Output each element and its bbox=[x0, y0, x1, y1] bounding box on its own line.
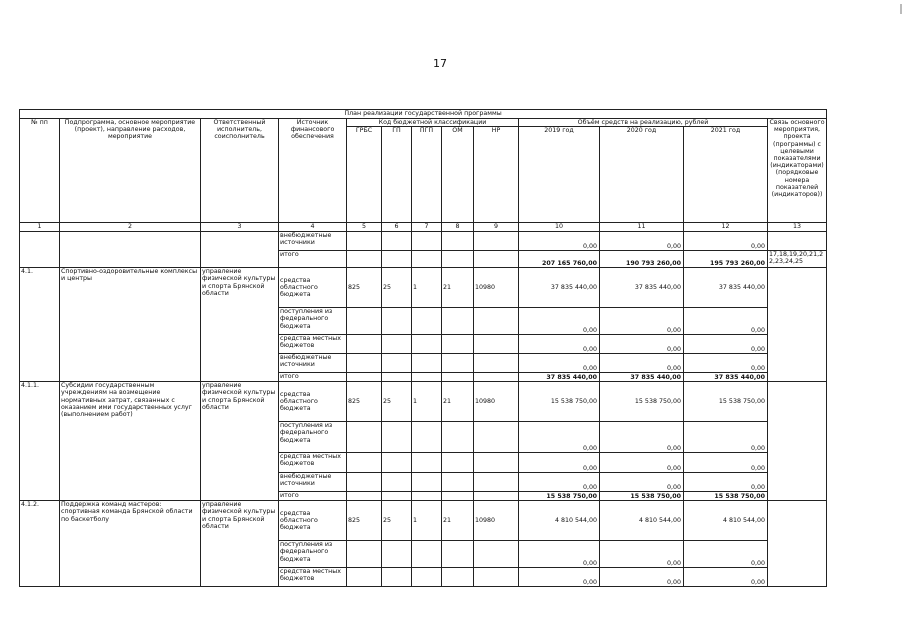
table-row bbox=[20, 268, 827, 308]
value-2020: 190 793 260,00 bbox=[600, 251, 684, 268]
value-2020: 0,00 bbox=[600, 232, 684, 251]
table-title: План реализации государственной программы bbox=[20, 110, 827, 119]
header-gp: ГП bbox=[382, 127, 412, 223]
value-2021: 0,00 bbox=[684, 453, 768, 473]
value-2019: 0,00 bbox=[519, 453, 600, 473]
col-number: 9 bbox=[474, 223, 519, 232]
source-cell: внебюджетные источники bbox=[279, 232, 347, 251]
value-2020: 15 538 750,00 bbox=[600, 382, 684, 422]
header-link: Связь основного мероприятия, проекта (программы) с целевыми показателями (индикаторами) (порядковые номера показателей (индикаторов)) bbox=[768, 119, 827, 223]
header-responsible: Ответственный исполнитель, соисполнитель bbox=[201, 119, 279, 223]
header-subprogram: Подпрограмма, основное мероприятие (проект), направление расходов, мероприятие bbox=[60, 119, 201, 223]
value-2021: 0,00 bbox=[684, 541, 768, 568]
row-number: 4.1. bbox=[20, 268, 60, 382]
value-2021: 37 835 440,00 bbox=[684, 268, 768, 308]
value-2020: 0,00 bbox=[600, 354, 684, 373]
value-2019: 0,00 bbox=[519, 422, 600, 453]
value-2020: 0,00 bbox=[600, 422, 684, 453]
col-number: 2 bbox=[60, 223, 201, 232]
value-2021: 0,00 bbox=[684, 232, 768, 251]
value-2019: 15 538 750,00 bbox=[519, 492, 600, 501]
gp-code: 25 bbox=[382, 501, 412, 541]
om-code: 21 bbox=[442, 382, 474, 422]
value-2020: 15 538 750,00 bbox=[600, 492, 684, 501]
source-cell: средства областного бюджета bbox=[279, 382, 347, 422]
col-number: 7 bbox=[412, 223, 442, 232]
program-plan-table bbox=[19, 109, 827, 587]
value-2020: 0,00 bbox=[600, 335, 684, 354]
pgp-code: 1 bbox=[412, 382, 442, 422]
value-2021: 15 538 750,00 bbox=[684, 382, 768, 422]
header-2021: 2021 год bbox=[684, 127, 768, 223]
measure-name: Спортивно-оздоровительные комплексы и центры bbox=[60, 268, 201, 382]
value-2019: 37 835 440,00 bbox=[519, 268, 600, 308]
value-2019: 15 538 750,00 bbox=[519, 382, 600, 422]
value-2021: 4 810 544,00 bbox=[684, 501, 768, 541]
header-grbs: ГРБС bbox=[347, 127, 382, 223]
pgp-code: 1 bbox=[412, 501, 442, 541]
table-row bbox=[20, 382, 827, 422]
col-number: 13 bbox=[768, 223, 827, 232]
value-2019: 0,00 bbox=[519, 568, 600, 587]
value-2020: 0,00 bbox=[600, 473, 684, 492]
nr-code: 10980 bbox=[474, 501, 519, 541]
source-cell: итого bbox=[279, 373, 347, 382]
value-2019: 37 835 440,00 bbox=[519, 373, 600, 382]
column-number-row bbox=[20, 223, 827, 232]
nr-code: 10980 bbox=[474, 268, 519, 308]
responsible: управление физической культуры и спорта Брянской области bbox=[201, 268, 279, 382]
row-number: 4.1.2. bbox=[20, 501, 60, 587]
value-2021: 0,00 bbox=[684, 422, 768, 453]
col-number: 11 bbox=[600, 223, 684, 232]
value-2019: 0,00 bbox=[519, 232, 600, 251]
header-num: № пп bbox=[20, 119, 60, 223]
value-2020: 0,00 bbox=[600, 308, 684, 335]
value-2019: 0,00 bbox=[519, 541, 600, 568]
source-cell: итого bbox=[279, 251, 347, 268]
col-number: 4 bbox=[279, 223, 347, 232]
header-om: ОМ bbox=[442, 127, 474, 223]
measure-name: Поддержка команд мастеров: спортивная команда Брянской области по баскетболу bbox=[60, 501, 201, 587]
value-2021: 0,00 bbox=[684, 354, 768, 373]
om-code: 21 bbox=[442, 501, 474, 541]
header-2019: 2019 год bbox=[519, 127, 600, 223]
grbs-code: 825 bbox=[347, 382, 382, 422]
value-2021: 0,00 bbox=[684, 473, 768, 492]
source-cell: средства местных бюджетов bbox=[279, 453, 347, 473]
col-number: 12 bbox=[684, 223, 768, 232]
value-2020: 37 835 440,00 bbox=[600, 268, 684, 308]
header-2020: 2020 год bbox=[600, 127, 684, 223]
value-2020: 0,00 bbox=[600, 453, 684, 473]
source-cell: средства областного бюджета bbox=[279, 501, 347, 541]
col-number: 6 bbox=[382, 223, 412, 232]
source-cell: средства местных бюджетов bbox=[279, 335, 347, 354]
scan-edge-mark bbox=[900, 4, 902, 14]
header-source: Источник финансового обеспечения bbox=[279, 119, 347, 223]
measure-name: Субсидии государственным учреждениям на возмещение нормативных затрат, связанных с оказанием ими государственных услуг (выполнением работ) bbox=[60, 382, 201, 501]
page-number: 17 bbox=[433, 57, 447, 70]
value-2020: 37 835 440,00 bbox=[600, 373, 684, 382]
responsible: управление физической культуры и спорта Брянской области bbox=[201, 501, 279, 587]
source-cell: итого bbox=[279, 492, 347, 501]
value-2019: 0,00 bbox=[519, 335, 600, 354]
responsible: управление физической культуры и спорта Брянской области bbox=[201, 382, 279, 501]
col-number: 3 bbox=[201, 223, 279, 232]
table-row bbox=[20, 232, 827, 251]
col-number: 1 bbox=[20, 223, 60, 232]
grbs-code: 825 bbox=[347, 268, 382, 308]
indicator-link: 17,18,19,20,21,22,23,24,25 bbox=[768, 251, 827, 268]
value-2019: 0,00 bbox=[519, 354, 600, 373]
value-2019: 207 165 760,00 bbox=[519, 251, 600, 268]
nr-code: 10980 bbox=[474, 382, 519, 422]
source-cell: средства областного бюджета bbox=[279, 268, 347, 308]
value-2019: 0,00 bbox=[519, 473, 600, 492]
row-number: 4.1.1. bbox=[20, 382, 60, 501]
pgp-code: 1 bbox=[412, 268, 442, 308]
value-2021: 0,00 bbox=[684, 568, 768, 587]
value-2020: 0,00 bbox=[600, 541, 684, 568]
om-code: 21 bbox=[442, 268, 474, 308]
table-row bbox=[20, 501, 827, 541]
value-2019: 4 810 544,00 bbox=[519, 501, 600, 541]
value-2021: 15 538 750,00 bbox=[684, 492, 768, 501]
gp-code: 25 bbox=[382, 382, 412, 422]
header-pgp: ПГП bbox=[412, 127, 442, 223]
source-cell: поступления из федерального бюджета bbox=[279, 422, 347, 453]
source-cell: внебюджетные источники bbox=[279, 354, 347, 373]
value-2021: 195 793 260,00 bbox=[684, 251, 768, 268]
col-number: 5 bbox=[347, 223, 382, 232]
value-2021: 0,00 bbox=[684, 335, 768, 354]
header-volume: Объём средств на реализацию, рублей bbox=[519, 119, 768, 127]
source-cell: поступления из федерального бюджета bbox=[279, 541, 347, 568]
grbs-code: 825 bbox=[347, 501, 382, 541]
col-number: 10 bbox=[519, 223, 600, 232]
value-2019: 0,00 bbox=[519, 308, 600, 335]
value-2021: 0,00 bbox=[684, 308, 768, 335]
header-budget-code: Код бюджетной классификации bbox=[347, 119, 519, 127]
source-cell: внебюджетные источники bbox=[279, 473, 347, 492]
col-number: 8 bbox=[442, 223, 474, 232]
value-2020: 0,00 bbox=[600, 568, 684, 587]
header-nr: НР bbox=[474, 127, 519, 223]
value-2020: 4 810 544,00 bbox=[600, 501, 684, 541]
source-cell: поступления из федерального бюджета bbox=[279, 308, 347, 335]
gp-code: 25 bbox=[382, 268, 412, 308]
source-cell: средства местных бюджетов bbox=[279, 568, 347, 587]
value-2021: 37 835 440,00 bbox=[684, 373, 768, 382]
